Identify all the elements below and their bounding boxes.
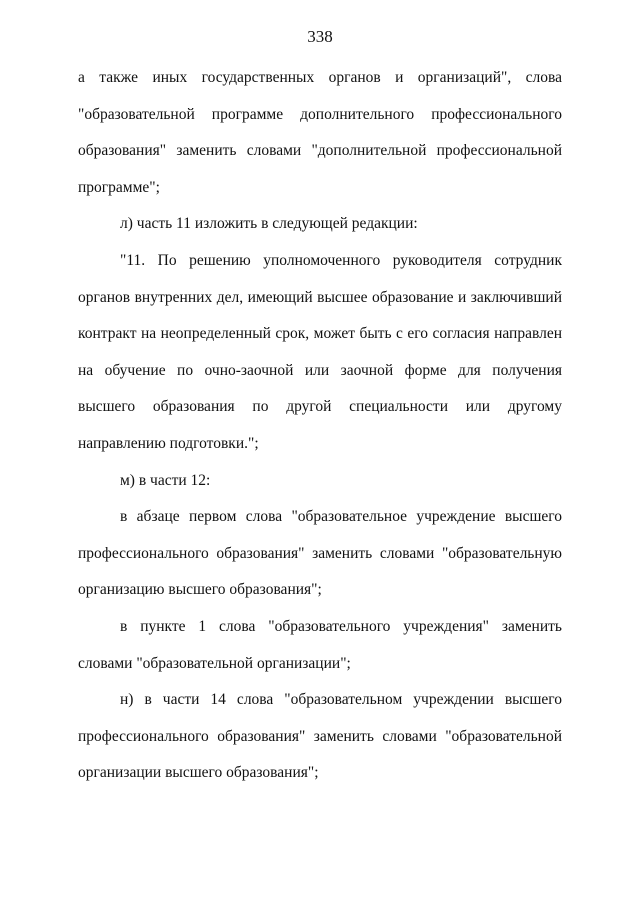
paragraph-5: в абзаце первом слова "образовательное учреждение высшего профессионального образования" заменить словами "образовательную организацию высшего образования"; [78, 508, 562, 599]
paragraph-4: м) в части 12: [120, 471, 211, 489]
paragraph-2: л) часть 11 изложить в следующей редакции: [120, 215, 418, 233]
paragraph-6: в пункте 1 слова "образовательного учреждения" заменить словами "образовательной организации"; [78, 617, 562, 672]
document-body [78, 60, 562, 792]
paragraph-1: а также иных государственных органов и организаций", слова "образовательной программе дополнительного профессионального образования" заменить словами "дополнительной профессиональной программе"; [78, 69, 562, 196]
paragraph-7: н) в части 14 слова "образовательном учреждении высшего профессионального образования" заменить словами "образовательной организации высшего образования"; [78, 691, 562, 782]
paragraph-3: "11. По решению уполномоченного руководителя сотрудник органов внутренних дел, имеющий высшее образование и заключивший контракт на неопределенный срок, может быть с его согласия направлен на обучение по очно-заочной или заочной форме для получения высшего образования по другой специальности или другому направлению подготовки."; [78, 251, 562, 452]
page-number: 338 [307, 27, 333, 46]
